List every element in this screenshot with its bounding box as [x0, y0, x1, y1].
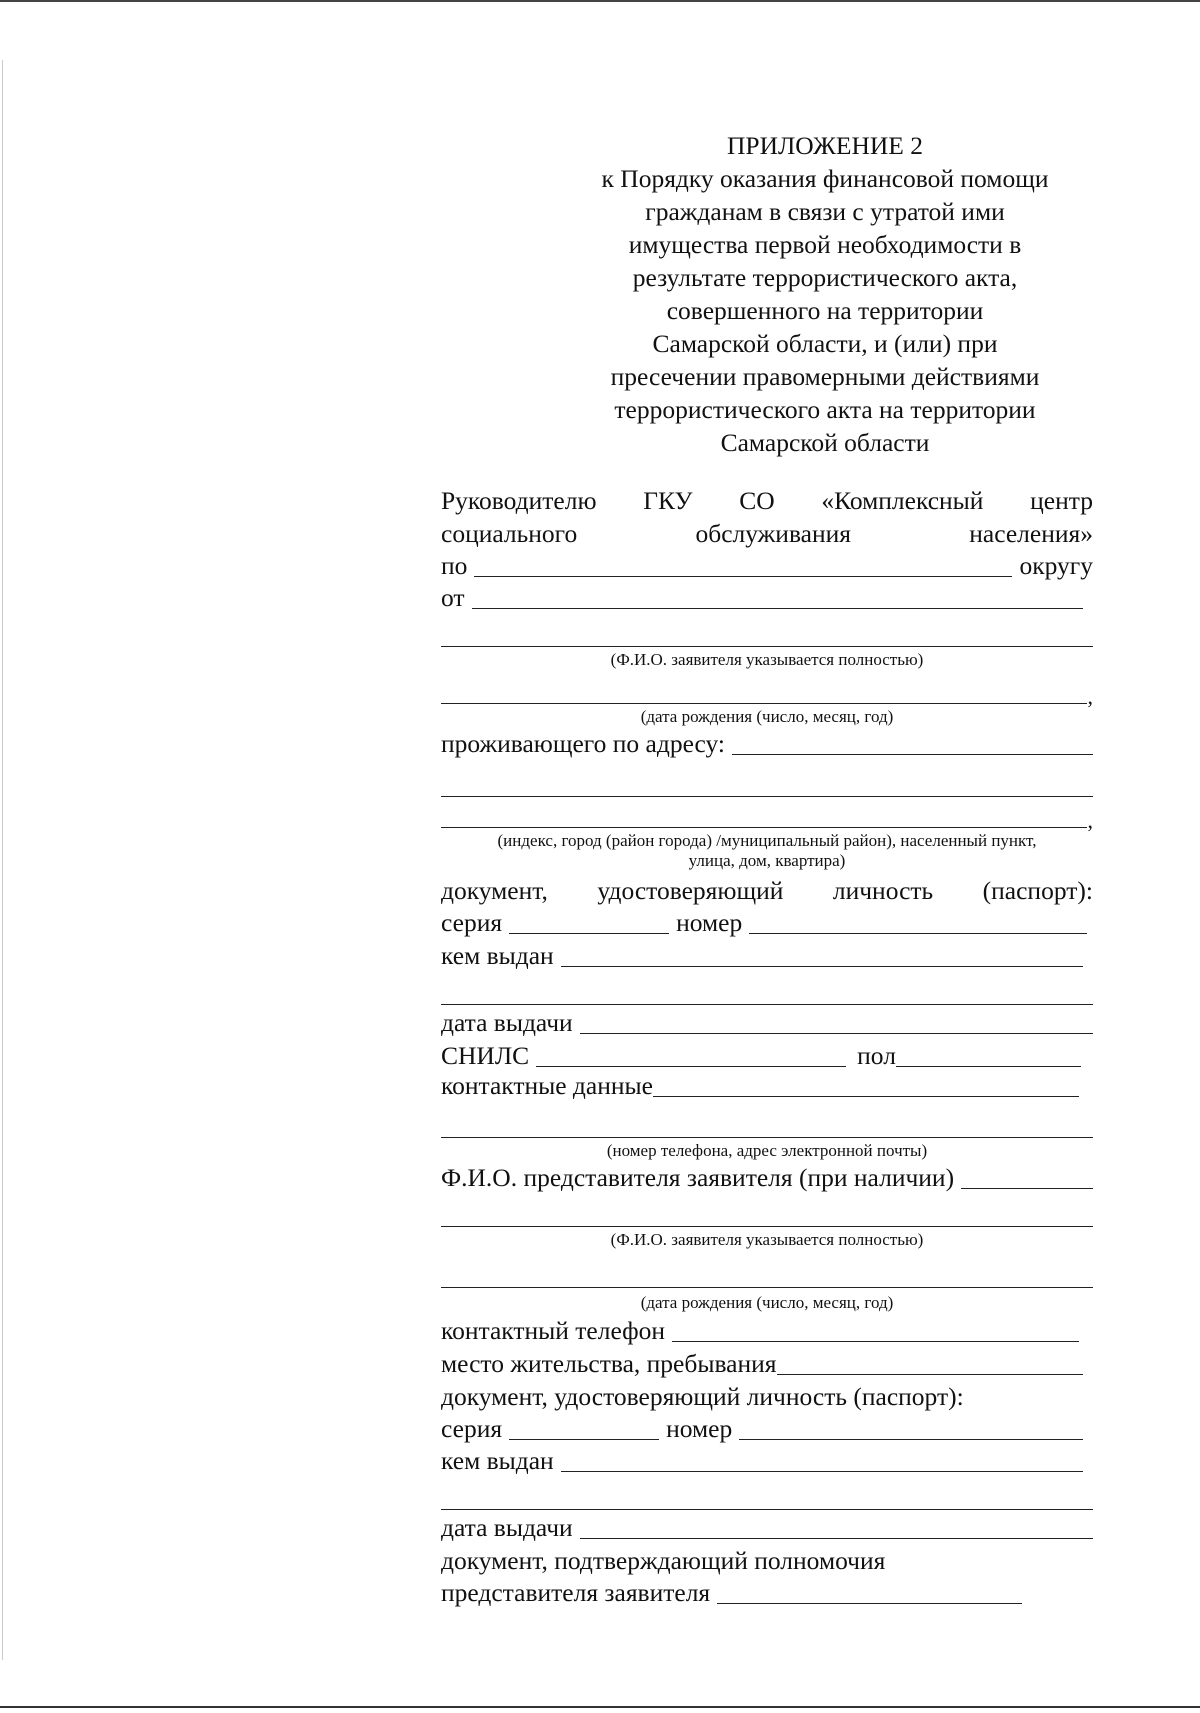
- contacts-label: контактные данные: [441, 1071, 653, 1100]
- addressee-line-1: [441, 481, 1093, 515]
- applicant-fio-caption: (Ф.И.О. заявителя указывается полностью): [610, 650, 924, 669]
- address-field-line-3[interactable]: [441, 807, 1087, 828]
- number-label: номер: [676, 908, 743, 937]
- contacts-field-line-2[interactable]: [441, 1100, 1093, 1138]
- rep-authority-label-1: документ, подтверждающий полномочия: [441, 1546, 886, 1575]
- appendix-subtitle-line: к Порядку оказания финансовой помощи: [601, 164, 1049, 193]
- representative-name-field[interactable]: [441, 1192, 1093, 1227]
- rep-phone-label: контактный телефон: [441, 1316, 665, 1345]
- rep-authority-row-2: [441, 1575, 1093, 1607]
- appendix-subtitle-line: террористического акта на территории: [614, 395, 1036, 424]
- representative-label: Ф.И.О. представителя заявителя (при наличии): [441, 1163, 955, 1192]
- contacts-field[interactable]: [653, 1076, 1079, 1097]
- addressee-line-2: [441, 515, 1093, 548]
- rep-passport-number-field[interactable]: [739, 1419, 1083, 1440]
- district-suffix-label: округу: [1019, 551, 1093, 580]
- district-row: [441, 548, 1093, 580]
- applicant-name-field[interactable]: [472, 588, 1083, 609]
- issue-date-field[interactable]: [580, 1013, 1093, 1034]
- addressee-word: «Комплексный: [821, 486, 984, 515]
- rep-residence-label: место жительства, пребывания: [441, 1349, 777, 1378]
- issued-by-field[interactable]: [561, 946, 1083, 967]
- appendix-subtitle-line: результате террористического акта,: [632, 263, 1018, 292]
- address-row: [441, 728, 1093, 758]
- rep-issued-by-row: [441, 1443, 1093, 1475]
- id-document-word: удостоверяющий: [597, 876, 784, 905]
- rep-issue-date-label: дата выдачи: [441, 1513, 573, 1542]
- passport-number-field[interactable]: [749, 913, 1087, 934]
- from-row: [441, 580, 1093, 612]
- snils-row: [441, 1037, 1093, 1070]
- district-prefix-label: по: [441, 551, 468, 580]
- contacts-caption: (номер телефона, адрес электронной почты): [606, 1141, 928, 1160]
- address-line-3-row: [441, 797, 1093, 833]
- appendix-title: ПРИЛОЖЕНИЕ 2: [726, 131, 924, 160]
- rep-authority-row-1: [441, 1542, 1093, 1575]
- rep-residence-row: [441, 1345, 1093, 1378]
- rep-issued-by-label: кем выдан: [441, 1446, 554, 1475]
- representative-row: [441, 1162, 1093, 1192]
- applicant-name-field-line-2[interactable]: [441, 612, 1093, 647]
- appendix-subtitle-line: гражданам в связи с утратой ими: [645, 197, 1005, 226]
- appendix-subtitle-line: Самарской области, и (или) при: [652, 329, 998, 358]
- scan-left-edge: [2, 60, 3, 1660]
- scan-bottom-edge: [0, 1706, 1200, 1708]
- scan-top-edge: [0, 0, 1200, 2]
- from-label: от: [441, 583, 465, 612]
- id-document-word: (паспорт):: [982, 876, 1093, 905]
- addressee-word: населения»: [969, 519, 1093, 548]
- representative-field[interactable]: [961, 1168, 1093, 1189]
- contacts-row: [441, 1070, 1093, 1100]
- birth-date-row: [441, 671, 1093, 709]
- birth-date-field[interactable]: [441, 683, 1087, 704]
- address-label: проживающего по адресу:: [441, 729, 725, 758]
- rep-issued-by-field-line-2[interactable]: [441, 1475, 1093, 1510]
- appendix-subtitle-line: Самарской области: [720, 428, 930, 457]
- rep-issue-date-field[interactable]: [580, 1518, 1093, 1539]
- addressee-word: СО: [739, 486, 775, 515]
- issued-by-field-line-2[interactable]: [441, 970, 1093, 1005]
- rep-issued-by-field[interactable]: [561, 1451, 1083, 1472]
- snils-label: СНИЛС: [441, 1041, 530, 1070]
- snils-field[interactable]: [536, 1046, 846, 1067]
- addressee-word: центр: [1030, 486, 1093, 515]
- representative-fio-caption: (Ф.И.О. заявителя указывается полностью): [610, 1230, 924, 1249]
- rep-passport-series-field[interactable]: [509, 1419, 659, 1440]
- representative-birth-date-field[interactable]: [441, 1251, 1093, 1288]
- rep-issue-date-row: [441, 1510, 1093, 1542]
- id-document-word: личность: [832, 876, 934, 905]
- sex-label: пол: [857, 1041, 896, 1070]
- rep-series-label: серия: [441, 1414, 503, 1443]
- comma: ,: [1087, 808, 1093, 833]
- passport-series-row: [441, 905, 1093, 937]
- address-caption-1: (индекс, город (район города) /муниципальный район), населенный пункт,: [497, 831, 1037, 850]
- rep-phone-row: [441, 1314, 1093, 1345]
- appendix-subtitle-line: пресечении правомерными действиями: [610, 362, 1040, 391]
- addressee-word: социального: [441, 519, 578, 548]
- rep-id-document-label: документ, удостоверяющий личность (паспорт):: [441, 1382, 964, 1411]
- passport-series-field[interactable]: [509, 913, 669, 934]
- rep-passport-row: [441, 1411, 1093, 1443]
- address-caption-2: улица, дом, квартира): [688, 851, 846, 870]
- district-field[interactable]: [474, 556, 1012, 577]
- addressee-word: Руководителю: [441, 486, 597, 515]
- addressee-word: обслуживания: [695, 519, 851, 548]
- appendix-subtitle-line: имущества первой необходимости в: [628, 230, 1022, 259]
- issue-date-row: [441, 1005, 1093, 1037]
- application-form: [441, 481, 1093, 1607]
- sex-field[interactable]: [896, 1046, 1081, 1067]
- issue-date-label: дата выдачи: [441, 1008, 573, 1037]
- rep-id-document-row: [441, 1378, 1093, 1411]
- addressee-word: ГКУ: [643, 486, 693, 515]
- rep-authority-field[interactable]: [717, 1583, 1022, 1604]
- series-label: серия: [441, 908, 503, 937]
- issued-by-label: кем выдан: [441, 941, 554, 970]
- birth-date-caption: (дата рождения (число, месяц, год): [640, 707, 894, 726]
- issued-by-row: [441, 937, 1093, 970]
- address-field[interactable]: [732, 734, 1093, 755]
- id-document-heading: [441, 871, 1093, 905]
- representative-birth-caption: (дата рождения (число, месяц, год): [640, 1293, 894, 1312]
- rep-number-label: номер: [666, 1414, 733, 1443]
- id-document-word: документ,: [441, 876, 548, 905]
- rep-phone-field[interactable]: [672, 1321, 1079, 1342]
- comma: ,: [1087, 684, 1093, 709]
- rep-residence-field[interactable]: [777, 1354, 1083, 1375]
- appendix-heading: [560, 129, 1090, 459]
- rep-authority-label-2: представителя заявителя: [441, 1578, 711, 1607]
- address-field-line-2[interactable]: [441, 758, 1093, 797]
- appendix-subtitle-line: совершенного на территории: [666, 296, 984, 325]
